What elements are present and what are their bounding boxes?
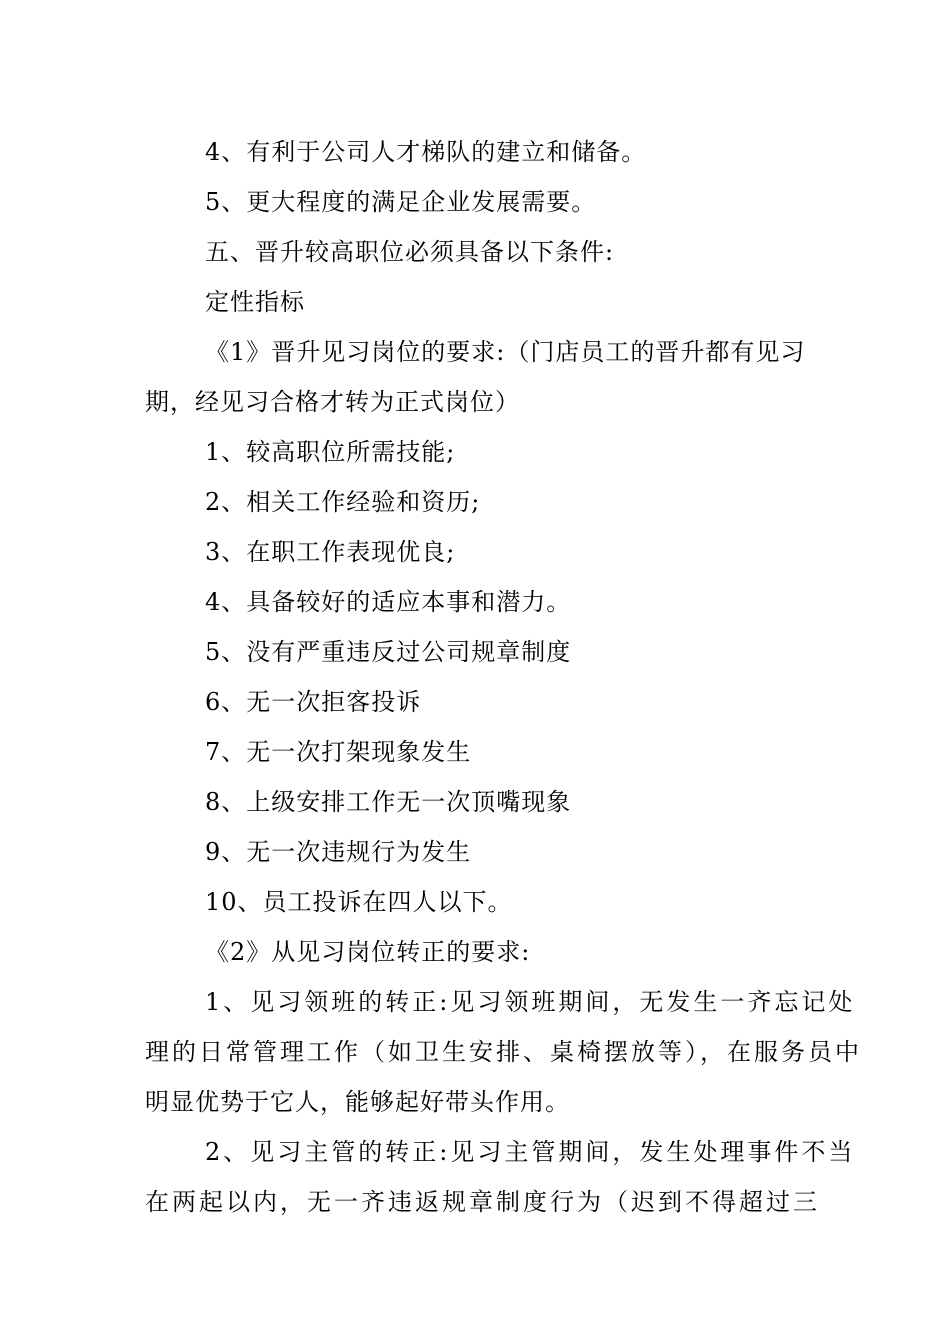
- list-item-1: 1、较高职位所需技能;: [205, 438, 456, 466]
- paragraph-2-line-1: 2、见习主管的转正:见习主管期间，发生处理事件不当: [205, 1138, 856, 1166]
- paragraph-1-line-2: 理的日常管理工作（如卫生安排、桌椅摆放等），在服务员中: [145, 1038, 862, 1066]
- list-item-4: 4、具备较好的适应本事和潜力。: [205, 588, 572, 616]
- list-item-2: 2、相关工作经验和资历;: [205, 488, 481, 516]
- list-item-8: 8、上级安排工作无一次顶嘴现象: [205, 788, 572, 816]
- text-line-6: 期，经见习合格才转为正式岗位）: [145, 388, 520, 416]
- text-line-2: 5、更大程度的满足企业发展需要。: [205, 188, 597, 216]
- section-heading: 五、晋升较高职位必须具备以下条件:: [205, 238, 615, 266]
- list-item-3: 3、在职工作表现优良;: [205, 538, 456, 566]
- subheading: 定性指标: [205, 288, 305, 316]
- text-line-1: 4、有利于公司人才梯队的建立和储备。: [205, 138, 647, 166]
- list-item-6: 6、无一次拒客投诉: [205, 688, 422, 716]
- paragraph-2-line-2: 在两起以内，无一齐违返规章制度行为（迟到不得超过三: [145, 1188, 820, 1216]
- list-item-5: 5、没有严重违反过公司规章制度: [205, 638, 572, 666]
- list-item-7: 7、无一次打架现象发生: [205, 738, 472, 766]
- list-item-10: 10、员工投诉在四人以下。: [205, 888, 513, 916]
- list-item-9: 9、无一次违规行为发生: [205, 838, 472, 866]
- text-line-5: 《1》晋升见习岗位的要求:（门店员工的晋升都有见习: [205, 338, 806, 366]
- subheading-2: 《2》从见习岗位转正的要求:: [205, 938, 531, 966]
- paragraph-1-line-1: 1、见习领班的转正:见习领班期间，无发生一齐忘记处: [205, 988, 856, 1016]
- paragraph-1-line-3: 明显优势于它人，能够起好带头作用。: [145, 1088, 570, 1116]
